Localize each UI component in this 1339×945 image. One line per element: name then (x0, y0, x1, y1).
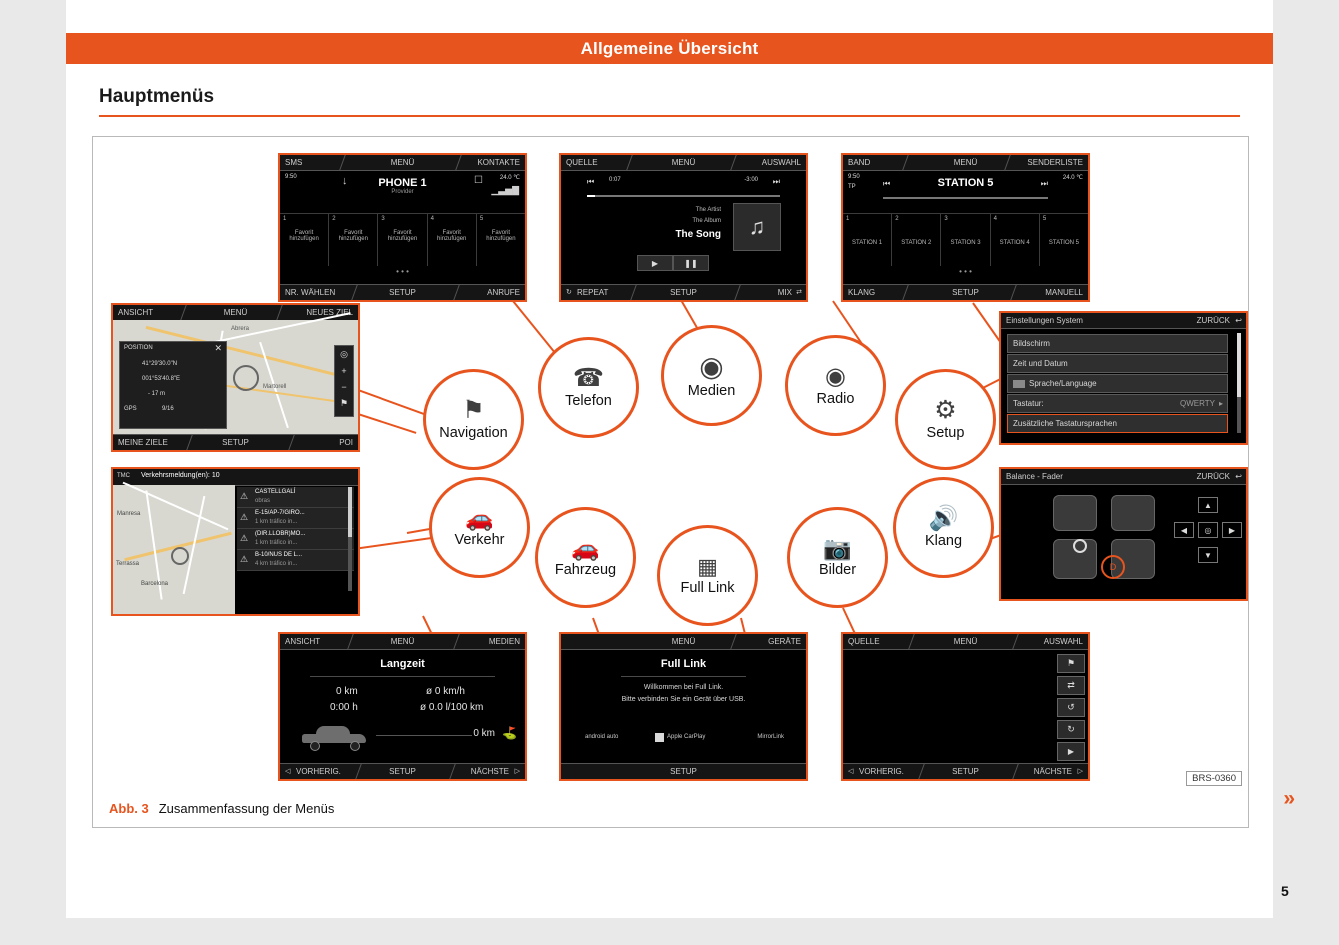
tab-kontakte[interactable]: KONTAKTE (477, 158, 520, 167)
coord-lat: 41°29'30.0"N (142, 361, 178, 367)
node-fahrzeug[interactable] (535, 507, 636, 608)
node-label: Telefon (565, 393, 612, 409)
compass-icon[interactable]: ◎ (340, 349, 348, 359)
page-dots: • • • (396, 267, 409, 276)
map-label: Manresa (117, 511, 141, 517)
node-setup[interactable] (895, 369, 996, 470)
favorite-4[interactable]: 4 Favorit hinzufügen (428, 214, 477, 266)
screen-medien[interactable] (559, 153, 808, 302)
tab-medien[interactable]: MEDIEN (488, 637, 520, 646)
screen-bottom-bar (561, 284, 806, 300)
next-track-icon[interactable]: ⏭ (772, 177, 780, 186)
play-button[interactable]: ▶ (637, 255, 673, 271)
tab-ansicht[interactable]: ANSICHT (285, 637, 321, 646)
phone-temp: 24.0 ℃ (499, 175, 520, 181)
btn-mix[interactable]: MIX (777, 288, 792, 297)
stat-distance: 0 km (336, 686, 358, 697)
stat-avg-speed: ø 0 km/h (426, 686, 465, 697)
map-label: Abrera (231, 326, 250, 332)
next-arrow-icon[interactable]: ▷ (1077, 768, 1083, 775)
settings-title: Einstellungen System (1006, 316, 1083, 325)
screen-top-bar (280, 634, 525, 650)
phone-title: PHONE 1 (378, 177, 427, 189)
altitude: - 17 m (148, 391, 166, 397)
item-sub: 1 km tráfico in... (255, 519, 298, 525)
screen-navigation[interactable] (111, 303, 360, 452)
btn-zurueck[interactable]: ZURÜCK (1196, 316, 1230, 325)
phone-icon: ☎ (572, 364, 605, 392)
preset-5[interactable]: 5 STATION 5 (1042, 216, 1079, 246)
screen-top-bar (1001, 313, 1246, 329)
prev-track-icon[interactable]: ⏮ (587, 177, 595, 186)
screen-radio[interactable] (841, 153, 1090, 302)
setting-bildschirm[interactable]: Bildschirm (1007, 334, 1228, 353)
gps-label: GPS (124, 406, 137, 412)
btn-down[interactable]: ▼ (1198, 547, 1218, 563)
header-title: Allgemeine Übersicht (580, 38, 759, 58)
section-divider (99, 115, 1240, 117)
title-rule (621, 676, 746, 677)
node-label: Full Link (680, 579, 735, 596)
flag-icon: ⚑ (462, 396, 485, 424)
radio-temp: 24.0 ℃ (1062, 175, 1083, 181)
tab-menu[interactable]: MENÜ (953, 637, 978, 646)
favorite-5[interactable]: 5 Favorit hinzufügen (479, 216, 516, 242)
item-title: CASTELLGALÍ (255, 489, 296, 495)
seat-front-right (1111, 495, 1155, 531)
screen-bottom-bar (113, 434, 358, 450)
fuel-icon: ⛳ (502, 726, 517, 740)
map-label: Barcelona (141, 581, 169, 587)
node-klang[interactable] (893, 477, 994, 578)
position-panel[interactable] (119, 341, 227, 429)
traffic-title: Verkehrsmeldung(en): 10 (141, 472, 220, 479)
play-circle-icon: ◉ (699, 350, 724, 382)
stat-time: 0:00 h (330, 702, 358, 713)
page-number: 5 (1281, 883, 1289, 899)
rotate-right-icon[interactable]: ↻ (1057, 720, 1085, 739)
prev-arrow-icon[interactable]: ◁ (285, 768, 291, 775)
screen-verkehr[interactable] (111, 467, 360, 616)
preset-4[interactable]: 4 STATION 4 (991, 214, 1040, 266)
back-icon[interactable]: ↩ (1235, 472, 1242, 481)
figure-area (92, 136, 1249, 792)
btn-nr-waehlen[interactable]: NR. WÄHLEN (285, 288, 336, 297)
screen-bottom-bar (280, 763, 525, 779)
item-sub: 4 km tráfico in... (255, 561, 298, 567)
tab-senderliste[interactable]: SENDERLISTE (1027, 158, 1083, 167)
map-label: Terrassa (116, 561, 140, 567)
position-marker (233, 365, 259, 391)
setting-zusaetzliche-sprachen[interactable]: Zusätzliche Tastatursprachen (1007, 414, 1228, 433)
item-sub: obras (255, 498, 271, 504)
rotate-left-icon[interactable]: ↺ (1057, 698, 1085, 717)
radio-station: STATION 5 (937, 177, 994, 189)
node-bilder[interactable] (787, 507, 888, 608)
prev-arrow-icon[interactable]: ◁ (848, 768, 854, 775)
back-icon[interactable]: ↩ (1235, 316, 1242, 325)
tab-neues-ziel[interactable]: NEUES ZIEL (306, 308, 353, 317)
radio-slider[interactable] (883, 197, 1048, 199)
map-label: Martorell (263, 384, 287, 390)
balance-center-point (1073, 539, 1087, 553)
list-item[interactable] (237, 529, 354, 550)
chevron-right-icon: ▸ (1218, 399, 1223, 408)
tab-geraete[interactable]: GERÄTE (768, 637, 801, 646)
cabin-diagram[interactable] (1047, 491, 1167, 591)
pin-icon[interactable]: ⚑ (339, 398, 349, 408)
tab-menu[interactable]: MENÜ (671, 158, 696, 167)
balance-title: Balance - Fader (1006, 472, 1063, 481)
btn-setup[interactable]: SETUP (222, 438, 249, 447)
setting-value: QWERTY (1180, 399, 1215, 408)
node-label: Navigation (439, 425, 508, 441)
list-item[interactable] (237, 508, 354, 529)
fulllink-title: Full Link (660, 658, 707, 670)
node-verkehr[interactable] (429, 477, 530, 578)
position-marker (171, 547, 189, 565)
picture-toolbar[interactable] (1057, 654, 1085, 759)
page-dots: • • • (959, 267, 972, 276)
music-note-icon: ♫ (748, 214, 766, 239)
range-bar (376, 735, 472, 736)
btn-setup[interactable]: SETUP (952, 288, 979, 297)
preset-3[interactable]: 3 STATION 3 (941, 214, 990, 266)
screen-top-bar (1001, 469, 1246, 485)
node-label: Bilder (818, 562, 857, 578)
range-value: 0 km (473, 728, 495, 739)
screen-top-bar (843, 155, 1088, 171)
screen-bottom-bar (843, 284, 1088, 300)
favorites-grid (280, 213, 525, 266)
btn-naechste[interactable]: NÄCHSTE (470, 767, 509, 776)
coord-lon: 001°53'40.8"E (142, 376, 181, 382)
media-album: The Album (692, 218, 721, 224)
stat-consumption: ø 0.0 l/100 km (420, 702, 484, 713)
btn-poi[interactable]: POI (339, 438, 353, 447)
screen-fulllink[interactable] (559, 632, 808, 781)
btn-setup[interactable]: SETUP (670, 767, 697, 776)
tmc-tag: TMC (117, 473, 130, 479)
warning-icon: ⚠ (240, 491, 249, 501)
picture-viewport[interactable] (843, 650, 1054, 763)
tab-ansicht[interactable]: ANSICHT (118, 308, 154, 317)
traffic-list[interactable] (237, 487, 354, 610)
map-tools[interactable] (334, 345, 354, 417)
continuation-chevron: » (1283, 787, 1295, 810)
phone-signal-icon: ▁▃▅▇ (491, 185, 519, 195)
album-art (733, 203, 781, 251)
car-icon: 🚗 (571, 535, 600, 561)
btn-setup[interactable]: SETUP (389, 767, 416, 776)
section-title: Hauptmenüs (99, 86, 215, 107)
btn-repeat[interactable]: REPEAT (577, 288, 609, 297)
figure-caption-bar (92, 789, 1249, 828)
fulllink-line2: Bitte verbinden Sie ein Gerät über USB. (621, 696, 746, 703)
gears-icon: ⚙ (934, 396, 957, 424)
flag-icon[interactable]: ⚑ (1057, 654, 1085, 673)
tab-auswahl[interactable]: AUSWAHL (1043, 637, 1083, 646)
node-label: Radio (816, 390, 855, 407)
item-sub: 1 km tráfico in... (255, 540, 298, 546)
btn-meine-ziele[interactable]: MEINE ZIELE (118, 438, 168, 447)
radio-prev-icon[interactable]: ⏮ (883, 179, 891, 188)
phone-sim-icon: ☐ (474, 175, 483, 186)
shuffle-icon: ⇄ (796, 289, 802, 296)
close-icon[interactable]: ✕ (214, 343, 222, 353)
page-header (66, 33, 1273, 64)
car-illustration (300, 722, 370, 748)
tab-quelle[interactable]: QUELLE (566, 158, 598, 167)
connector (512, 300, 558, 356)
elapsed-time: 0:07 (609, 177, 621, 183)
scrollbar-thumb[interactable] (1237, 333, 1241, 397)
pause-button[interactable]: ❚❚ (673, 255, 709, 271)
node-label: Fahrzeug (554, 562, 617, 578)
btn-left[interactable]: ◀ (1174, 522, 1194, 538)
setting-zeit-datum[interactable]: Zeit und Datum (1007, 354, 1228, 373)
phone-link-icon: ▦ (697, 553, 718, 579)
warning-icon: ⚠ (240, 512, 249, 522)
progress-track (587, 195, 780, 197)
tab-quelle[interactable]: QUELLE (848, 637, 880, 646)
preset-2[interactable]: 2 STATION 2 (892, 214, 941, 266)
screen-setup[interactable] (999, 311, 1248, 445)
brand-mirrorlink: MirrorLink (757, 734, 784, 740)
tab-band[interactable]: BAND (848, 158, 871, 167)
zoom-in-icon[interactable]: + (341, 366, 347, 376)
brand-android-auto: android auto (585, 734, 619, 740)
screen-top-bar (843, 634, 1088, 650)
scrollbar-thumb[interactable] (348, 487, 352, 537)
screen-bottom-bar (843, 763, 1088, 779)
node-navigation[interactable] (423, 369, 524, 470)
presets-grid (843, 213, 1088, 266)
list-item[interactable] (237, 487, 354, 508)
panel-title: POSITION (124, 345, 153, 351)
figure-caption-text: Zusammenfassung der Menüs (158, 800, 335, 816)
radio-tp: TP (848, 184, 856, 190)
btn-vorherig[interactable]: VORHERIG. (859, 767, 904, 776)
setting-sprache[interactable]: Sprache/Language (1007, 374, 1228, 393)
node-label: Verkehr (454, 532, 505, 548)
favorite-2[interactable]: 2 Favorit hinzufügen (329, 214, 378, 266)
btn-setup[interactable]: SETUP (389, 288, 416, 297)
setting-tastatur[interactable]: Tastatur: QWERTY ▸ (1007, 394, 1228, 413)
node-telefon[interactable] (538, 337, 639, 438)
zoom-out-icon[interactable]: − (341, 382, 347, 392)
shuffle-icon[interactable]: ⇄ (1057, 676, 1085, 695)
carplay-badge-icon (655, 733, 664, 742)
screen-top-bar (561, 634, 806, 650)
node-label: Klang (924, 532, 963, 549)
repeat-icon: ↻ (566, 289, 572, 296)
screen-top-bar (561, 155, 806, 171)
remaining-time: -3:00 (744, 177, 758, 183)
screen-klang[interactable] (999, 467, 1248, 601)
document-page (66, 0, 1295, 918)
figure-label: Abb. 3 (109, 800, 149, 816)
screen-bilder[interactable] (841, 632, 1090, 781)
node-label: Medien (687, 382, 736, 399)
warning-icon: ⚠ (240, 554, 249, 564)
brand-apple-carplay: Apple CarPlay (667, 734, 706, 740)
btn-setup[interactable]: SETUP (670, 288, 697, 297)
screen-telefon[interactable] (278, 153, 527, 302)
figure-code: BRS-0360 (1186, 771, 1242, 786)
next-arrow-icon[interactable]: ▷ (514, 768, 520, 775)
btn-naechste[interactable]: NÄCHSTE (1033, 767, 1072, 776)
fulllink-line1: Willkommen bei Full Link. (643, 684, 724, 691)
radio-time: 9:50 (848, 174, 860, 180)
screen-fahrzeug[interactable] (278, 632, 527, 781)
gps-sats: 9/16 (162, 406, 174, 412)
screen-top-bar (280, 155, 525, 171)
node-fulllink[interactable] (657, 525, 758, 626)
btn-vorherig[interactable]: VORHERIG. (296, 767, 341, 776)
seat-front-left (1053, 495, 1097, 531)
preset-1[interactable]: 1 STATION 1 (843, 214, 892, 266)
node-label: Setup (926, 425, 965, 441)
tab-menu[interactable]: MENÜ (390, 637, 415, 646)
screen-bottom-bar (561, 763, 806, 779)
btn-up[interactable]: ▲ (1198, 497, 1218, 513)
node-medien[interactable] (661, 325, 762, 426)
tab-menu[interactable]: MENÜ (671, 637, 696, 646)
radio-icon: ◉ (825, 362, 846, 390)
warning-icon: ⚠ (240, 533, 249, 543)
btn-klang[interactable]: KLANG (848, 288, 876, 297)
traffic-map[interactable] (113, 485, 235, 614)
tab-menu[interactable]: MENÜ (223, 308, 248, 317)
tab-sms[interactable]: SMS (285, 158, 303, 167)
vehicle-title: Langzeit (380, 658, 425, 670)
media-artist: The Artist (695, 207, 721, 213)
media-song: The Song (675, 229, 721, 240)
favorite-3[interactable]: 3 Favorit hinzufügen (378, 214, 427, 266)
btn-anrufe[interactable]: ANRUFE (487, 288, 520, 297)
item-title: B-10/NUS DE L... (255, 552, 303, 558)
radio-next-icon[interactable]: ⏭ (1040, 179, 1048, 188)
btn-setup[interactable]: SETUP (952, 767, 979, 776)
speaker-icon: 🔊 (928, 504, 959, 532)
item-title: E-15/AP-7/GIRO... (255, 510, 305, 516)
tab-menu[interactable]: MENÜ (953, 158, 978, 167)
phone-time: 9:50 (285, 174, 297, 180)
camera-icon: 📷 (823, 535, 852, 561)
play-icon[interactable]: ▶ (1057, 742, 1085, 761)
tab-menu[interactable]: MENÜ (390, 158, 415, 167)
list-item[interactable] (237, 550, 354, 571)
btn-zurueck[interactable]: ZURÜCK (1196, 472, 1230, 481)
phone-subtitle: Provider (391, 189, 414, 195)
item-title: (DIR.LLOBR)MO... (255, 531, 306, 537)
node-radio[interactable] (785, 335, 886, 436)
tab-auswahl[interactable]: AUSWAHL (761, 158, 801, 167)
title-rule (310, 676, 495, 677)
btn-right[interactable]: ▶ (1222, 522, 1242, 538)
traffic-cars-icon: 🚗 (465, 505, 494, 531)
btn-center[interactable]: ◎ (1198, 522, 1218, 538)
screen-bottom-bar (280, 284, 525, 300)
flag-icon (1013, 380, 1025, 388)
progress-fill (587, 195, 595, 197)
btn-manuell[interactable]: MANUELL (1045, 288, 1083, 297)
favorite-1[interactable]: 1 Favorit hinzufügen (280, 214, 329, 266)
phone-download-icon: ↓ (342, 175, 348, 187)
balance-marker[interactable]: D (1101, 555, 1125, 579)
